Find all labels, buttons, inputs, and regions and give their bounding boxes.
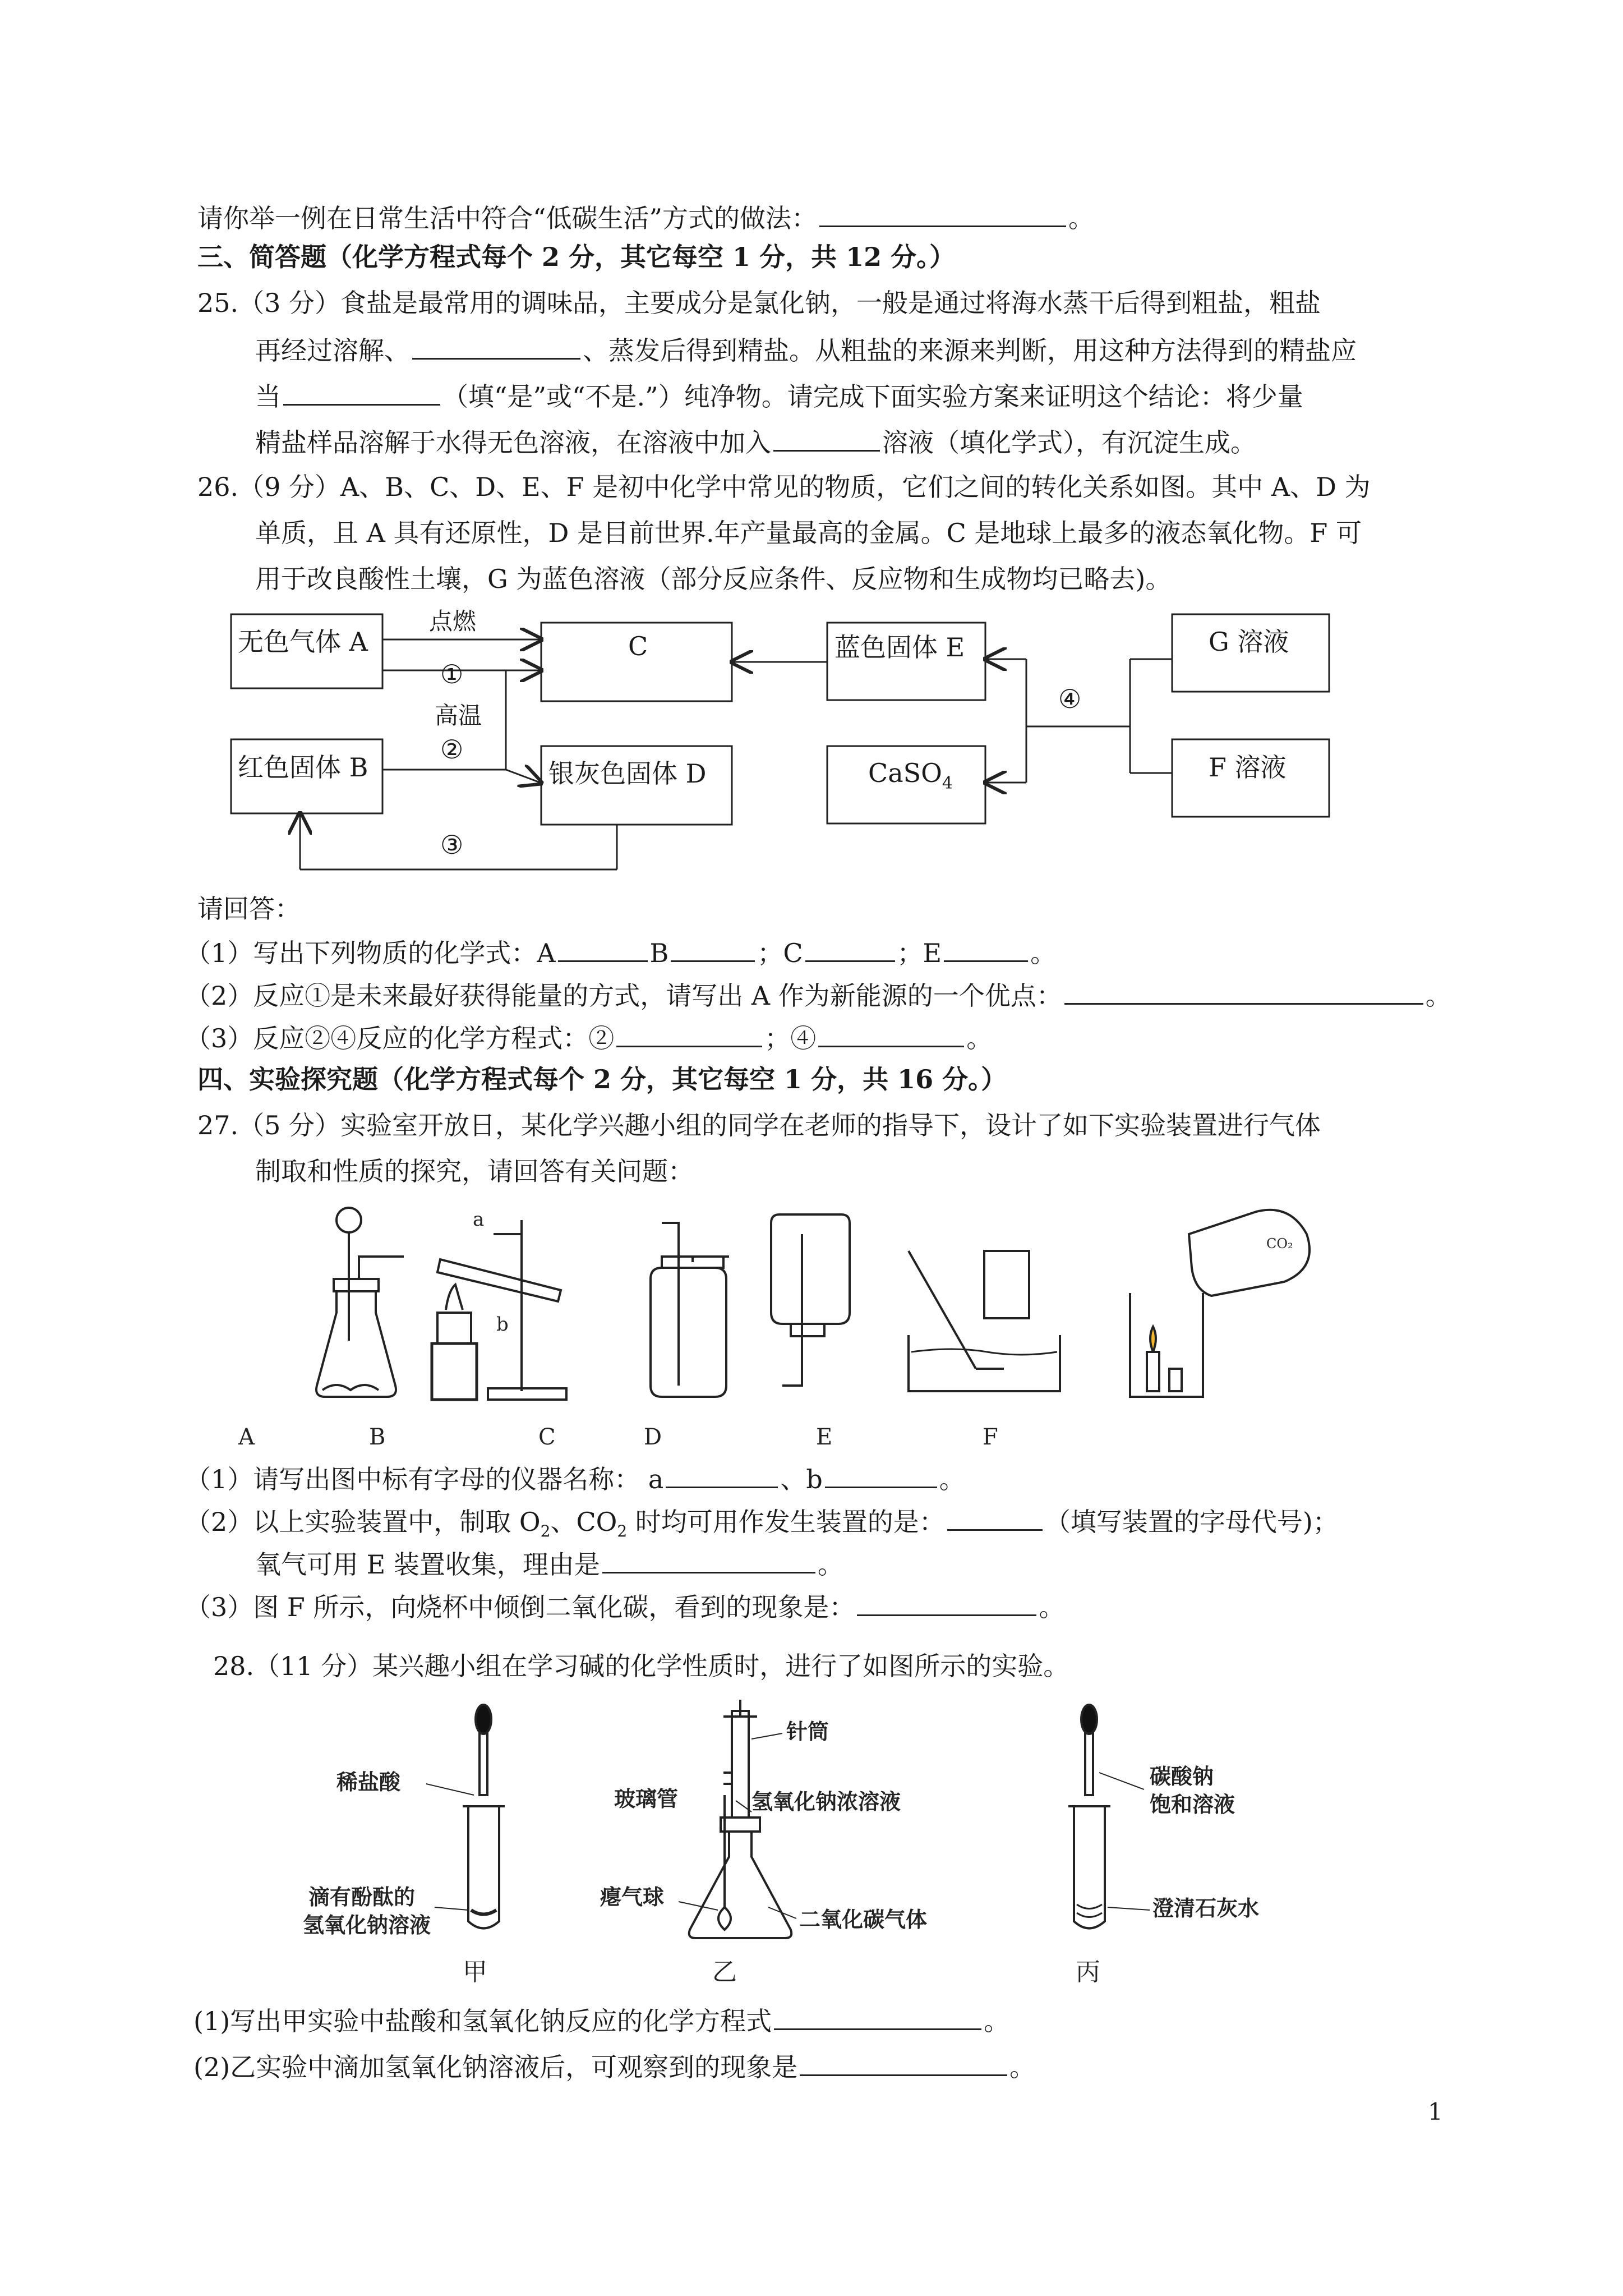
- caption-yi: 乙: [712, 1958, 737, 1986]
- q25-text: 再经过溶解、: [255, 335, 410, 366]
- q27-text: （填写装置的字母代号)；: [1044, 1507, 1339, 1537]
- phenomenon-yi-blank[interactable]: [800, 2049, 1007, 2076]
- q26-text: （2）反应①是未来最好获得能量的方式，请写出 A 作为新能源的一个优点：: [185, 981, 1062, 1011]
- phenomenon-blank[interactable]: [857, 1589, 1036, 1616]
- low-carbon-answer-blank[interactable]: [819, 200, 1066, 227]
- q27-text: （3）图 F 所示，向烧杯中倾倒二氧化碳，看到的现象是：: [185, 1592, 855, 1622]
- label-co2-gas: 二氧化碳气体: [799, 1907, 928, 1932]
- section-4-heading: 四、实验探究题（化学方程式每个 2 分，其它每空 1 分，共 16 分。）: [197, 1064, 1007, 1094]
- q25-line-2: [255, 332, 1357, 367]
- apparatus-f: [909, 1251, 1060, 1391]
- q28-text: (1)写出甲实验中盐酸和氢氧化钠反应的化学方程式: [193, 2006, 772, 2036]
- q26-text: 。: [966, 1023, 993, 1053]
- apparatus-c: [651, 1223, 729, 1397]
- generator-blank[interactable]: [947, 1503, 1043, 1531]
- q25-text: （填“是”或“不是.”）纯净物。请完成下面实验方案来证明这个结论：将少量: [442, 381, 1303, 412]
- q25-blank-2[interactable]: [283, 378, 440, 406]
- label-c: C: [538, 1424, 556, 1450]
- exp-bing: [1068, 1705, 1110, 1929]
- q25-line-4: [255, 424, 1256, 459]
- label-reaction-3: ③: [440, 830, 464, 860]
- apparatus-e: [771, 1214, 850, 1386]
- q27-line-2: 制取和性质的探究，请回答有关问题：: [255, 1156, 694, 1186]
- box-e-label: 蓝色固体 E: [834, 632, 965, 662]
- equation-2-blank[interactable]: [616, 1020, 762, 1047]
- q27-part-1: [185, 1461, 965, 1496]
- caso4-text: CaSO: [868, 758, 942, 788]
- label-syringe: 针筒: [786, 1719, 829, 1744]
- label-high-temp: 高温: [435, 702, 482, 729]
- q28-text: 。: [1009, 2052, 1036, 2082]
- q25-blank-1[interactable]: [412, 332, 580, 360]
- equation-4-blank[interactable]: [818, 1020, 964, 1047]
- box-caso4-label: [868, 758, 953, 793]
- label-phenol-1: 滴有酚酞的: [308, 1884, 416, 1910]
- apparatus-b: [432, 1220, 566, 1400]
- label-naoh-conc: 氢氧化钠浓溶液: [751, 1789, 901, 1814]
- q26-part-1: [185, 935, 1056, 970]
- box-g-label: G 溶液: [1209, 627, 1289, 657]
- reason-blank[interactable]: [602, 1546, 815, 1573]
- label-na2co3-1: 碳酸钠: [1150, 1764, 1214, 1789]
- advantage-blank[interactable]: [1064, 977, 1423, 1005]
- q26-text: ；E: [897, 938, 942, 968]
- label-na2co3-2: 饱和溶液: [1150, 1792, 1235, 1817]
- experiment-28-figure: [0, 1694, 1623, 1986]
- q28-text: 。: [984, 2006, 1010, 2036]
- box-b-label: 红色固体 B: [238, 752, 368, 783]
- q26-text: B: [649, 938, 669, 968]
- exp-yi: [689, 1700, 792, 1938]
- box-d-label: 银灰色固体 D: [548, 758, 707, 789]
- q26-text: ；C: [757, 938, 803, 968]
- q26-ask: 请回答：: [197, 894, 301, 924]
- q26-line-1: 26.（9 分）A、B、C、D、E、F 是初中化学中常见的物质，它们之间的转化关系如图。其中 A、D 为: [197, 472, 1371, 502]
- q24-tail-text: 请你举一例在日常生活中符合“低碳生活”方式的做法：: [197, 203, 818, 233]
- label-phenol-2: 氢氧化钠溶液: [303, 1912, 431, 1938]
- conversion-flowchart: [0, 595, 1623, 886]
- q27-line-1: 27.（5 分）实验室开放日，某化学兴趣小组的同学在老师的指导下，设计了如下实验装置进行气体: [197, 1110, 1321, 1140]
- label-a: A: [238, 1424, 255, 1450]
- q27-part-2: [185, 1503, 1339, 1548]
- instrument-b-blank[interactable]: [825, 1461, 937, 1488]
- label-reaction-4: ④: [1058, 684, 1082, 714]
- q25-line-1: 25.（3 分）食盐是最常用的调味品，主要成分是氯化钠，一般是通过将海水蒸干后得到粗盐，粗盐: [197, 288, 1321, 318]
- q28-text: (2)乙实验中滴加氢氧化钠溶液后，可观察到的现象是: [193, 2052, 798, 2082]
- co2-subscript: 2: [617, 1522, 628, 1541]
- q25-text: 精盐样品溶解于水得无色溶液，在溶液中加入: [255, 427, 771, 458]
- q26-text: （1）写出下列物质的化学式：A: [185, 938, 556, 968]
- answer-e-blank[interactable]: [944, 935, 1028, 962]
- apparatus-letters: [238, 1424, 998, 1450]
- apparatus-figure: [0, 1195, 1623, 1458]
- q27-text: 、b: [780, 1464, 823, 1494]
- q26-line-2: 单质，且 A 具有还原性，D 是目前世界.年产量最高的金属。C 是地球上最多的液态氧化物。F 可: [255, 518, 1362, 548]
- box-c-label: C: [628, 631, 648, 661]
- q28-line: 28.（11 分）某兴趣小组在学习碱的化学性质时，进行了如图所示的实验。: [213, 1651, 1069, 1681]
- label-d: D: [644, 1424, 662, 1450]
- label-balloon: 瘪气球: [600, 1884, 665, 1910]
- co2-bottle-label: CO₂: [1266, 1236, 1293, 1251]
- q27-text: 氧气可用 E 装置收集，理由是: [255, 1549, 600, 1580]
- label-dilute-hcl: 稀盐酸: [336, 1769, 401, 1795]
- answer-a-blank[interactable]: [558, 935, 648, 962]
- q27-text: 、CO: [550, 1507, 617, 1537]
- label-e: E: [816, 1424, 833, 1450]
- answer-c-blank[interactable]: [805, 935, 895, 962]
- q26-text: 。: [1425, 981, 1451, 1011]
- q26-text: （3）反应②④反应的化学方程式：②: [185, 1023, 615, 1053]
- q25-text: 、蒸发后得到精盐。从粗盐的来源来判断，用这种方法得到的精盐应: [583, 335, 1357, 366]
- label-f: F: [983, 1424, 998, 1450]
- q25-line-3: [255, 378, 1303, 413]
- exp-jia: [463, 1705, 505, 1929]
- period: 。: [1068, 203, 1095, 233]
- label-burn: 点燃: [429, 608, 477, 635]
- q27-text: 。: [939, 1464, 965, 1494]
- label-glass-tube: 玻璃管: [614, 1786, 679, 1811]
- q28-part-2: [193, 2049, 1035, 2084]
- apparatus-a: [316, 1208, 404, 1397]
- q25-text: 当: [255, 381, 281, 412]
- page-number: 1: [1428, 2098, 1443, 2125]
- box-f-label: F 溶液: [1209, 752, 1287, 783]
- instrument-a-blank[interactable]: [666, 1461, 778, 1488]
- caption-bing: 丙: [1076, 1958, 1100, 1986]
- q24-tail-line: [197, 200, 1094, 235]
- q27-text: （1）请写出图中标有字母的仪器名称： a: [185, 1464, 664, 1494]
- equation-jia-blank[interactable]: [774, 2003, 981, 2030]
- q27-text: 。: [1039, 1592, 1065, 1622]
- q27-text: 。: [817, 1549, 843, 1580]
- q27-text: 时均可用作发生装置的是：: [627, 1507, 945, 1537]
- q26-line-3: 用于改良酸性土壤，G 为蓝色溶液（部分反应条件、反应物和生成物均已略去)。: [255, 564, 1172, 594]
- label-reaction-1: ①: [440, 659, 464, 689]
- mark-a-label: a: [473, 1208, 485, 1231]
- q26-part-3: [185, 1020, 992, 1055]
- section-3-heading: 三、简答题（化学方程式每个 2 分，其它每空 1 分，共 12 分。）: [197, 242, 956, 272]
- q27-part-3: [185, 1589, 1064, 1624]
- label-b: B: [369, 1424, 386, 1450]
- mark-b-label: b: [496, 1313, 509, 1336]
- q25-text: 溶液（填化学式），有沉淀生成。: [882, 427, 1256, 458]
- label-reaction-2: ②: [440, 734, 464, 765]
- q26-text: 。: [1030, 938, 1057, 968]
- q28-part-1: [193, 2003, 1009, 2038]
- caso4-subscript: 4: [942, 774, 953, 793]
- q25-blank-3[interactable]: [773, 424, 880, 452]
- q27-text: （2）以上实验装置中，制取 O: [185, 1507, 541, 1537]
- answer-b-blank[interactable]: [671, 935, 755, 962]
- q26-part-2: [185, 977, 1451, 1013]
- box-a-label: 无色气体 A: [238, 627, 368, 657]
- label-limewater: 澄清石灰水: [1152, 1895, 1260, 1921]
- caption-jia: 甲: [463, 1958, 487, 1986]
- o2-subscript: 2: [540, 1522, 551, 1541]
- q27-part-2b: [255, 1546, 843, 1581]
- q26-text: ；④: [764, 1023, 817, 1053]
